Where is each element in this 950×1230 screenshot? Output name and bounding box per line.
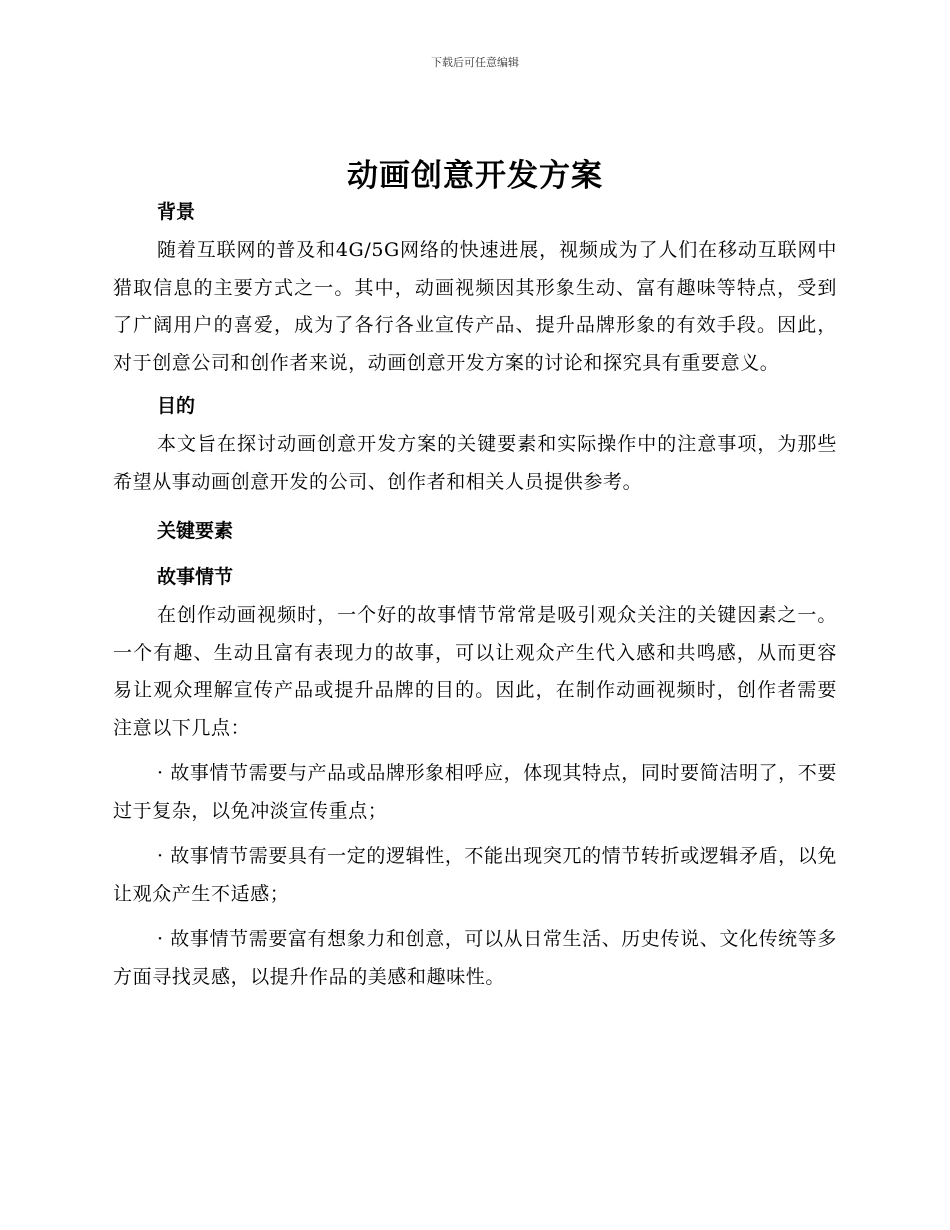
list-item: · 故事情节需要具有一定的逻辑性，不能出现突兀的情节转折或逻辑矛盾，以免让观众产生不适感； xyxy=(113,845,837,905)
header-note: 下载后可任意编辑 xyxy=(431,56,519,69)
document-body xyxy=(113,196,837,996)
section-heading-key-elements: 关键要素 xyxy=(157,520,234,542)
page-title: 动画创意开发方案 xyxy=(347,158,603,194)
section-heading-purpose: 目的 xyxy=(157,395,196,417)
section-heading-story: 故事情节 xyxy=(157,566,234,588)
paragraph-background: 随着互联网的普及和4G/5G网络的快速进展，视频成为了人们在移动互联网中猎取信息的主要方式之一。其中，动画视频因其形象生动、富有趣味等特点，受到了广阔用户的喜爱，成为了各行各业宣传产品、提升品牌形象的有效手段。因此，对于创意公司和创作者来说，动画创意开发方案的讨论和探究具有重要意义。 xyxy=(113,239,837,374)
paragraph-purpose: 本文旨在探讨动画创意开发方案的关键要素和实际操作中的注意事项，为那些希望从事动画创意开发的公司、创作者和相关人员提供参考。 xyxy=(113,433,837,493)
list-item: · 故事情节需要与产品或品牌形象相呼应，体现其特点，同时要简洁明了，不要过于复杂，以免冲淡宣传重点； xyxy=(113,762,837,822)
section-heading-background: 背景 xyxy=(157,201,196,223)
list-item: · 故事情节需要富有想象力和创意，可以从日常生活、历史传说、文化传统等多方面寻找灵感，以提升作品的美感和趣味性。 xyxy=(113,928,837,988)
paragraph-story: 在创作动画视频时，一个好的故事情节常常是吸引观众关注的关键因素之一。一个有趣、生动且富有表现力的故事，可以让观众产生代入感和共鸣感，从而更容易让观众理解宣传产品或提升品牌的目的。因此，在制作动画视频时，创作者需要注意以下几点： xyxy=(113,604,837,739)
